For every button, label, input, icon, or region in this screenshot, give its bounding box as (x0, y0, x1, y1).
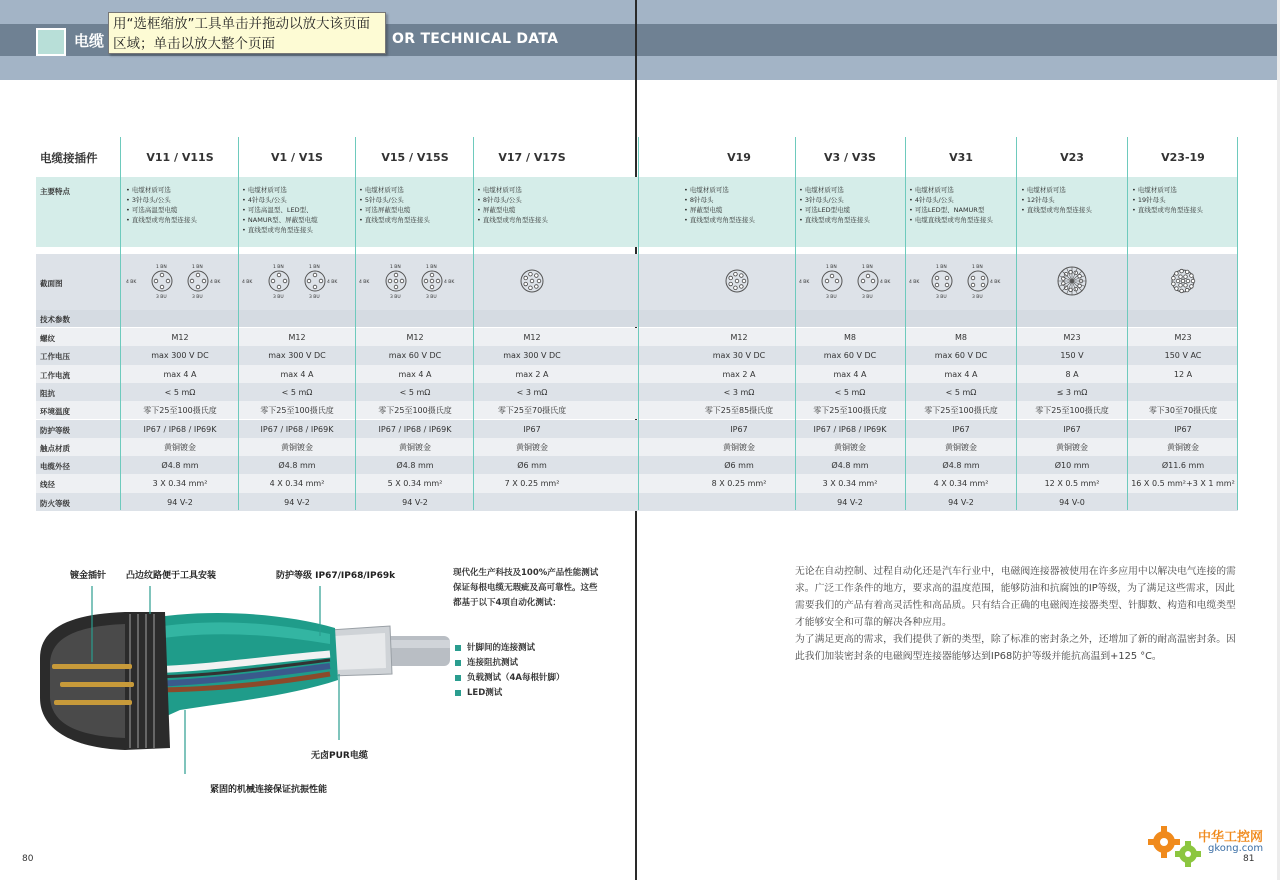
table-cell: 94 V-2 (284, 497, 310, 507)
pin-label: 3 BU (273, 295, 284, 300)
column-divider (795, 137, 796, 510)
connector-face-diagram (475, 258, 589, 304)
table-cell: max 4 A (163, 369, 197, 379)
column-header: V17 / V17S (498, 151, 566, 164)
table-cell: M8 (955, 333, 967, 342)
feature-item: • 3针母头/公头 (126, 196, 171, 204)
table-cell: max 60 V DC (823, 351, 877, 361)
features-label: 主要特点 (40, 187, 70, 196)
table-cell: IP67 / IP68 / IP69K (143, 424, 217, 434)
feature-item: • 可选高温型电缆 (126, 206, 178, 214)
table-cell: 黄铜镀金 (516, 442, 548, 452)
section-label: 截面图 (40, 279, 63, 288)
pin-label: 4 BK (242, 280, 253, 285)
table-cell: < 5 mΩ (281, 387, 313, 397)
callout-mechanical: 紧固的机械连接保证抗振性能 (210, 785, 328, 795)
feature-item: • 直线型或弯角型连接头 (1021, 206, 1092, 214)
feature-item: • 直线型或弯角型连接头 (1132, 206, 1203, 214)
column-header: V19 (727, 151, 751, 164)
column-divider (1237, 137, 1238, 510)
features-cell (126, 185, 197, 225)
connector-face-diagram (907, 258, 1013, 304)
table-cell: M8 (844, 333, 856, 342)
pin-label: 4 BK (210, 280, 221, 285)
table-cell: ≤ 3 mΩ (1056, 387, 1088, 397)
table-cell: IP67 (1063, 424, 1081, 434)
feature-item: • 直线型或弯角型连接头 (359, 216, 430, 224)
connector-face-diagram (682, 258, 792, 304)
table-cell: 5 X 0.34 mm² (387, 479, 443, 489)
table-cell: 12 X 0.5 mm² (1044, 479, 1100, 489)
table-cell: 7 X 0.25 mm² (504, 479, 560, 489)
feature-item: • 电缆材质可选 (359, 186, 404, 194)
pin-label: 3 BU (390, 295, 401, 300)
pin-label: 4 BK (880, 280, 891, 285)
watermark-url: gkong.com (1208, 843, 1264, 854)
row-label: 线径 (40, 480, 55, 490)
callout-ip-rating: 防护等级 IP67/IP68/IP69k (276, 571, 396, 581)
feature-item: • 电缆材质可选 (242, 186, 287, 194)
test-item-label: 针脚间的连接测试 (467, 643, 536, 653)
feature-item: • 4针母头/公头 (242, 196, 287, 204)
feature-item: • NAMUR型、屏蔽型电缆 (242, 216, 318, 224)
table-cell: 零下25至100摄氏度 (813, 406, 887, 416)
table-cell: 零下25至70摄氏度 (497, 406, 567, 416)
test-item-label: 连接阻抗测试 (467, 658, 519, 668)
test-item (455, 686, 502, 698)
features-cell (477, 185, 548, 225)
table-cell: 16 X 0.5 mm²+3 X 1 mm² (1131, 479, 1235, 489)
table-cell: M23 (1174, 333, 1192, 342)
table-cell: 8 X 0.25 mm² (711, 479, 767, 489)
header-title-left: 电缆 (74, 32, 105, 50)
feature-item: • 直线型或弯角型连接头 (126, 216, 197, 224)
column-header: V31 (949, 151, 973, 164)
features-cell (242, 185, 318, 235)
table-cell: 黄铜镀金 (1167, 442, 1199, 452)
right-paragraph-1: 无论在自动控制、过程自动化还是汽车行业中，电磁阀连接器被使用在许多应用中以解决电气连接的需求。广泛工作条件的地方，要求高的温度范围，能够防油和抗腐蚀的IP等级，为了满足这些需求，因此需要我们的产品有着高灵活性和高品质。只有结合正确的电磁阀连接器类型、针脚数、构造和电缆类型才能够安全和可靠的解决各种应用。 (795, 566, 1236, 628)
table-cell: max 30 V DC (712, 351, 766, 361)
feature-item: • 直线型或弯角型连接头 (477, 216, 548, 224)
pin-label: 1 BN (156, 265, 167, 270)
watermark-title: 中华工控网 (1198, 830, 1264, 845)
feature-item: • 直线型或弯角型连接头 (242, 226, 313, 234)
row-label: 螺纹 (40, 334, 55, 343)
zoom-tool-tooltip: 用“选框缩放”工具单击并拖动以放大该页面区域；单击以放大整个页面 (108, 12, 386, 54)
column-divider (120, 137, 121, 510)
table-cell: M12 (288, 333, 306, 342)
table-cell: 黄铜镀金 (1056, 442, 1088, 452)
table-cell: 4 X 0.34 mm² (269, 479, 325, 489)
connector-face-diagram (124, 258, 236, 304)
column-header: V23-19 (1161, 151, 1205, 164)
bullet-icon (455, 645, 461, 651)
feature-item: • 4针母头/公头 (909, 196, 954, 204)
table-cell: max 4 A (833, 369, 867, 379)
feature-item: • 电缆材质可选 (684, 186, 729, 194)
table-cell: max 300 V DC (503, 351, 561, 361)
table-cell: 黄铜镀金 (281, 442, 313, 452)
table-cell: M12 (730, 333, 748, 342)
column-header: V11 / V11S (146, 151, 214, 164)
feature-item: • 屏蔽型电缆 (684, 206, 723, 214)
table-cell: < 5 mΩ (164, 387, 196, 397)
feature-item: • 电缆材质可选 (477, 186, 522, 194)
table-cell: 黄铜镀金 (945, 442, 977, 452)
pin-label: 1 BN (426, 265, 437, 270)
table-cell: Ø4.8 mm (278, 461, 316, 471)
table-cell: Ø10 mm (1054, 461, 1090, 471)
table-cell: 零下30至70摄氏度 (1148, 406, 1218, 416)
table-cell: 3 X 0.34 mm² (822, 479, 878, 489)
features-cell (909, 185, 993, 225)
table-cell: Ø6 mm (517, 461, 547, 471)
table-cell: 94 V-2 (948, 497, 974, 507)
table-cell: Ø4.8 mm (161, 461, 199, 471)
table-cell: Ø11.6 mm (1161, 461, 1205, 471)
feature-item: • 12针母头 (1021, 196, 1055, 204)
table-cell: 8 A (1065, 369, 1079, 379)
table-cell: max 2 A (515, 369, 549, 379)
column-header: V1 / V1S (271, 151, 323, 164)
table-cell: M12 (406, 333, 424, 342)
test-item (455, 641, 535, 653)
feature-item: • 可选LED型、NAMUR型 (909, 206, 985, 214)
table-cell: 零下25至100摄氏度 (378, 406, 452, 416)
feature-item: • 可选LED型电缆 (799, 206, 851, 214)
test-item-label: 负载测试（4A每根针脚） (467, 673, 565, 683)
connector-face-diagram (1130, 258, 1236, 304)
pin-label: 1 BN (390, 265, 401, 270)
row-label: 触点材质 (40, 443, 70, 453)
table-cell: IP67 (523, 424, 541, 434)
table-cell: 黄铜镀金 (164, 442, 196, 452)
table-cell: M12 (523, 333, 541, 342)
row-label: 防护等级 (40, 425, 70, 435)
pin-label: 3 BU (426, 295, 437, 300)
feature-item: • 电缆材质可选 (1132, 186, 1177, 194)
column-divider (638, 137, 639, 510)
row-label: 工作电压 (40, 352, 70, 362)
tech-label: 技术参数 (40, 315, 70, 324)
bullet-icon (455, 675, 461, 681)
table-cell: Ø6 mm (724, 461, 754, 471)
table-cell: 94 V-0 (1059, 497, 1085, 507)
page-number-right: 81 (1243, 854, 1255, 864)
table-cell: IP67 / IP68 / IP69K (813, 424, 887, 434)
table-cell: IP67 (1174, 424, 1192, 434)
header-title-right: OR TECHNICAL DATA (392, 31, 559, 47)
row-label: 电缆外径 (40, 462, 70, 472)
right-paragraph-2: 为了满足更高的需求，我们提供了新的类型，除了标准的密封条之外，还增加了新的耐高温密封条。因此我们加装密封条的电磁阀型连接器能够达到IP68防护等级并能抗高温到+125 °C。 (795, 634, 1236, 662)
feature-item: • 直线型或弯角型连接头 (799, 216, 870, 224)
table-cell: 12 A (1173, 369, 1193, 379)
table-cell: max 4 A (280, 369, 314, 379)
table-cell: 黄铜镀金 (723, 442, 755, 452)
table-cell: 94 V-2 (167, 497, 193, 507)
pin-label: 1 BN (309, 265, 320, 270)
row-label: 防火等级 (40, 498, 70, 508)
table-cell: max 60 V DC (934, 351, 988, 361)
feature-item: • 直线型或弯角型连接头 (684, 216, 755, 224)
pin-label: 3 BU (826, 295, 837, 300)
column-divider (355, 137, 356, 510)
column-divider (473, 137, 474, 510)
test-item (455, 656, 518, 668)
pin-label: 1 BN (826, 265, 837, 270)
pin-label: 4 BK (327, 280, 338, 285)
table-cell: 150 V AC (1164, 351, 1202, 361)
feature-item: • 电缆材质可选 (909, 186, 954, 194)
pin-label: 4 BK (990, 280, 1001, 285)
feature-item: • 电缆材质可选 (799, 186, 844, 194)
test-item (455, 671, 565, 683)
table-cell: 零下25至100摄氏度 (260, 406, 334, 416)
section-marker-square (36, 28, 66, 56)
test-item-label: LED测试 (467, 688, 503, 698)
features-cell (684, 185, 755, 225)
page-number-left: 80 (22, 854, 34, 864)
table-cell: 黄铜镀金 (834, 442, 866, 452)
bullet-icon (455, 690, 461, 696)
pin-label: 4 BK (909, 280, 920, 285)
pin-label: 3 BU (309, 295, 320, 300)
table-cell: 3 X 0.34 mm² (152, 479, 208, 489)
feature-item: • 3针母头/公头 (799, 196, 844, 204)
table-cell: max 300 V DC (151, 351, 209, 361)
connector-face-diagram (797, 258, 903, 304)
table-cell: Ø4.8 mm (831, 461, 869, 471)
feature-item: • 5针母头/公头 (359, 196, 404, 204)
table-cell: IP67 (730, 424, 748, 434)
features-cell (359, 185, 430, 225)
table-cell: 94 V-2 (402, 497, 428, 507)
pin-label: 3 BU (862, 295, 873, 300)
pin-label: 1 BN (936, 265, 947, 270)
table-cell: 零下25至100摄氏度 (924, 406, 998, 416)
pin-label: 3 BU (972, 295, 983, 300)
table-cell: M12 (171, 333, 189, 342)
feature-item: • 可选高温型、LED型、 (242, 206, 313, 214)
table-cell: 零下25至85摄氏度 (704, 406, 774, 416)
production-description: 现代化生产科技及100%产品性能测试保证每根电缆无瑕疵及高可靠性。这些都基于以下4项自动化测试： (453, 568, 599, 608)
column-header: V23 (1060, 151, 1084, 164)
table-cell: max 2 A (722, 369, 756, 379)
tech-band (36, 310, 1238, 327)
pin-label: 4 BK (799, 280, 810, 285)
table-cell: max 300 V DC (268, 351, 326, 361)
table-cell: Ø4.8 mm (942, 461, 980, 471)
row-label: 环境温度 (40, 407, 70, 417)
table-cell: IP67 / IP68 / IP69K (260, 424, 334, 434)
pin-label: 4 BK (126, 280, 137, 285)
callout-gold-pins: 镀金插针 (70, 571, 107, 581)
features-cell (1021, 185, 1092, 215)
feature-item: • 19针母头 (1132, 196, 1166, 204)
right-page-body (795, 563, 1240, 665)
table-cell: 黄铜镀金 (399, 442, 431, 452)
column-header: V3 / V3S (824, 151, 876, 164)
pin-label: 3 BU (192, 295, 203, 300)
feature-item: • 8针母头 (684, 196, 714, 204)
table-cell: 4 X 0.34 mm² (933, 479, 989, 489)
table-cell: 零下25至100摄氏度 (1035, 406, 1109, 416)
feature-item: • 可选屏蔽型电缆 (359, 206, 411, 214)
table-cell: < 5 mΩ (834, 387, 866, 397)
pin-label: 4 BK (359, 280, 370, 285)
column-divider (1127, 137, 1128, 510)
pin-label: 1 BN (192, 265, 203, 270)
table-cell: Ø4.8 mm (396, 461, 434, 471)
table-cell: 零下25至100摄氏度 (143, 406, 217, 416)
table-cell: < 5 mΩ (945, 387, 977, 397)
callout-knurl: 凸边纹路便于工具安装 (126, 571, 217, 581)
table-cell: 150 V (1060, 351, 1084, 361)
column-divider (905, 137, 906, 510)
row-label: 工作电流 (40, 370, 70, 380)
pin-label: 3 BU (156, 295, 167, 300)
callout-pur-cable: 无卤PUR电缆 (311, 751, 368, 761)
feature-item: • 电缆材质可选 (126, 186, 171, 194)
row-label: 阻抗 (40, 388, 55, 398)
connector-face-diagram (357, 258, 471, 304)
connector-face-diagram (240, 258, 354, 304)
table-cell: max 4 A (398, 369, 432, 379)
feature-item: • 电缆材质可选 (1021, 186, 1066, 194)
pin-label: 1 BN (862, 265, 873, 270)
column-divider (238, 137, 239, 510)
pin-label: 1 BN (273, 265, 284, 270)
table-cell: IP67 / IP68 / IP69K (378, 424, 452, 434)
features-cell (1132, 185, 1203, 215)
pin-label: 4 BK (444, 280, 455, 285)
feature-item: • 电缆直线型或弯角型连接头 (909, 216, 993, 224)
table-cell: 94 V-2 (837, 497, 863, 507)
table-title: 电缆接插件 (40, 151, 98, 165)
column-header: V15 / V15S (381, 151, 449, 164)
column-divider (1016, 137, 1017, 510)
features-cell (799, 185, 870, 225)
feature-item: • 屏蔽型电缆 (477, 206, 516, 214)
table-cell: < 5 mΩ (399, 387, 431, 397)
bullet-icon (455, 660, 461, 666)
table-cell: < 3 mΩ (516, 387, 548, 397)
table-cell: max 60 V DC (388, 351, 442, 361)
table-cell: max 4 A (944, 369, 978, 379)
table-cell: IP67 (952, 424, 970, 434)
connector-face-diagram (1019, 258, 1125, 304)
table-cell: M23 (1063, 333, 1081, 342)
pin-label: 3 BU (936, 295, 947, 300)
feature-item: • 8针母头/公头 (477, 196, 522, 204)
pin-label: 1 BN (972, 265, 983, 270)
table-cell: < 3 mΩ (723, 387, 755, 397)
